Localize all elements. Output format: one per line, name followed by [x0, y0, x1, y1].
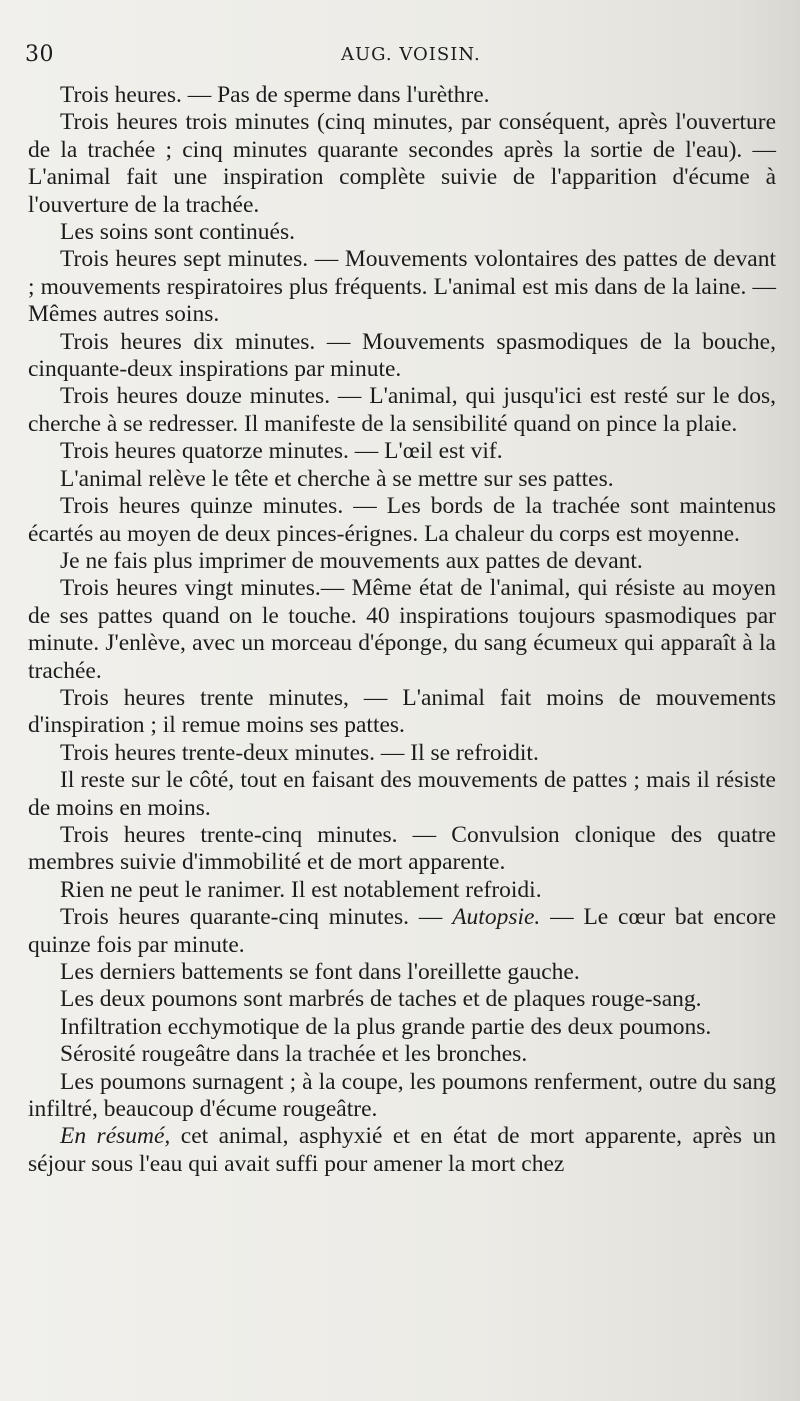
- paragraph: Trois heures trois minutes (cinq minutes, par conséquent, après l'ouverture de la trachée ; cinq minutes quarante secondes après la sortie de l'eau). — L'animal fait une inspiration complète suivie de l'apparition d'écume à l'ouverture de la trachée.: [28, 109, 776, 218]
- paragraph-resume: [28, 1123, 776, 1178]
- paragraph: Trois heures quinze minutes. — Les bords de la trachée sont maintenus écartés au moyen de deux pinces-érignes. La chaleur du corps est moyenne.: [28, 493, 776, 547]
- paragraph: Trois heures douze minutes. — L'animal, qui jusqu'ici est resté sur le dos, cherche à se redresser. Il manifeste de la sensibilité quand on pince la plaie.: [28, 383, 776, 437]
- paragraph: Trois heures vingt minutes.— Même état de l'animal, qui résiste au moyen de ses pattes quand on le touche. 40 inspirations toujours spasmodiques par minute. J'enlève, avec un morceau d'éponge, du sang écumeux qui apparaît à la trachée.: [28, 575, 776, 684]
- paragraph-text: Trois heures quarante-cinq minutes. —: [60, 904, 453, 931]
- paragraph: Trois heures trente minutes, — L'animal fait moins de mouvements d'inspiration ; il remue moins ses pattes.: [28, 684, 776, 739]
- paragraph: Rien ne peut le ranimer. Il est notablement refroidi.: [60, 876, 542, 903]
- paragraph: Sérosité rougeâtre dans la trachée et les bronches.: [60, 1041, 528, 1068]
- paragraph: Trois heures trente-deux minutes. — Il se refroidit.: [60, 739, 539, 766]
- paragraph: Les poumons surnagent ; à la coupe, les poumons renferment, outre du sang infiltré, beaucoup d'écume rougeâtre.: [28, 1068, 776, 1123]
- paragraph: L'animal relève le tête et cherche à se mettre sur ses pattes.: [60, 465, 614, 492]
- body-text: [28, 82, 776, 1178]
- paragraph: Je ne fais plus imprimer de mouvements aux pattes de devant.: [60, 547, 643, 574]
- paragraph: Trois heures sept minutes. — Mouvements volontaires des pattes de devant ; mouvements respiratoires plus fréquents. L'animal est mis dans de la laine. — Mêmes autres soins.: [28, 246, 776, 328]
- italic-term: En résumé,: [60, 1123, 171, 1150]
- paragraph-text: cet animal, asphyxié et en état de mort apparente, après un séjour sous l'eau qui avait suffi pour amener la mort chez: [28, 1123, 776, 1177]
- running-head: AUG. VOISIN.: [341, 44, 481, 65]
- paragraph: Les deux poumons sont marbrés de taches et de plaques rouge-sang.: [60, 986, 702, 1013]
- paragraph-text: — Le cœur bat encore quinze fois par minute.: [28, 904, 776, 958]
- paragraph: Trois heures quatorze minutes. — L'œil est vif.: [60, 438, 503, 465]
- paragraph: Il reste sur le côté, tout en faisant des mouvements de pattes ; mais il résiste de moins en moins.: [28, 767, 776, 821]
- paragraph: Les derniers battements se font dans l'oreillette gauche.: [60, 959, 580, 985]
- paragraph: Infiltration ecchymotique de la plus grande partie des deux poumons.: [60, 1013, 712, 1040]
- italic-term: Autopsie.: [452, 904, 541, 931]
- paragraph: Trois heures trente-cinq minutes. — Convulsion clonique des quatre membres suivie d'immobilité et de mort apparente.: [28, 821, 776, 876]
- paragraph: Trois heures. — Pas de sperme dans l'urèthre.: [60, 82, 490, 108]
- paragraph: Les soins sont continués.: [60, 219, 295, 246]
- paragraph: Trois heures dix minutes. — Mouvements spasmodiques de la bouche, cinquante-deux inspirations par minute.: [28, 328, 776, 383]
- paragraph-autopsie: [28, 904, 776, 959]
- page-header: [25, 42, 785, 72]
- page-number: 30: [25, 42, 54, 67]
